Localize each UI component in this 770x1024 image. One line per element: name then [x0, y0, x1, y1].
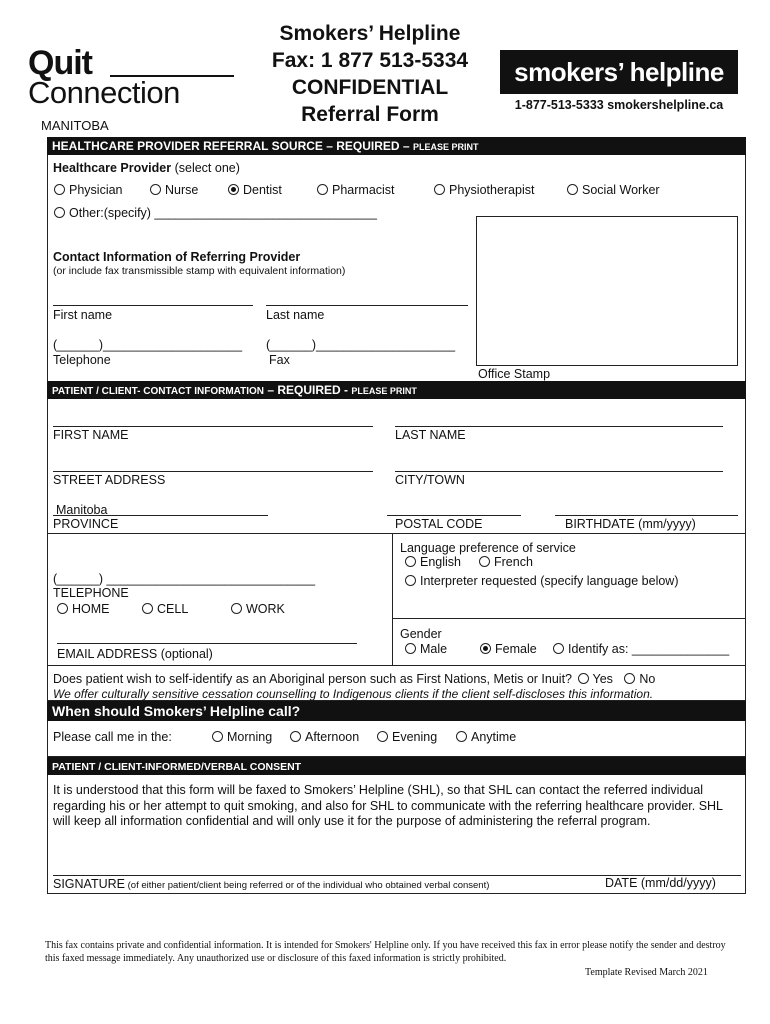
brand-name-box	[500, 50, 738, 94]
provider-option-dentist[interactable]	[228, 183, 282, 197]
patient-section-box	[47, 399, 746, 534]
footer-revised: Template Revised March 2021	[585, 967, 708, 978]
patient-bar-small: PLEASE PRINT	[351, 386, 417, 396]
radio-identify[interactable]	[553, 643, 564, 654]
provider-option-physician[interactable]	[54, 183, 123, 197]
provider-telephone-label: Telephone	[53, 353, 111, 367]
language-heading: Language preference of service	[400, 541, 576, 555]
option-label: Dentist	[243, 183, 282, 197]
footer-disclaimer: This fax contains private and confidential information. It is intended for Smokers' Helpline only. If you have received this fax in error please notify the sender and destroy this faxed message immediately. Any unauthorized use or disclosure of this faxed information is strictly prohibited.	[45, 940, 726, 964]
last-name-label: Last name	[266, 308, 325, 322]
radio-physiotherapist[interactable]	[434, 184, 445, 195]
office-stamp-box[interactable]	[476, 216, 738, 366]
patient-first-name-label: FIRST NAME	[53, 428, 129, 442]
patient-bar-required: – REQUIRED -	[264, 383, 352, 397]
radio-physician[interactable]	[54, 184, 65, 195]
patient-section-header	[47, 381, 746, 399]
option-label: Afternoon	[305, 730, 360, 744]
postal-code-label: POSTAL CODE	[395, 517, 483, 531]
aboriginal-note: We offer culturally sensitive cessation counselling to Indigenous clients if the client self-discloses this information.	[53, 687, 654, 701]
option-label: HOME	[72, 602, 110, 616]
city-label: CITY/TOWN	[395, 473, 465, 487]
provider-option-nurse[interactable]	[150, 183, 198, 197]
option-label: Pharmacist	[332, 183, 395, 197]
consent-section-header	[47, 757, 746, 775]
call-option-evening[interactable]	[377, 730, 437, 744]
radio-nurse[interactable]	[150, 184, 161, 195]
gender-heading: Gender	[400, 627, 442, 641]
provider-option-other[interactable]	[54, 206, 377, 220]
logo-quit-text: Quit	[28, 44, 92, 82]
provider-option-pharmacist[interactable]	[317, 183, 395, 197]
city-field[interactable]	[395, 471, 723, 472]
first-name-field[interactable]	[53, 305, 253, 306]
provider-bar-small: PLEASE PRINT	[412, 142, 479, 152]
birthdate-label: BIRTHDATE (mm/yyyy)	[565, 517, 696, 531]
option-label: Male	[420, 642, 448, 656]
option-label: Identify as: ______________	[568, 642, 730, 656]
province-label: PROVINCE	[53, 517, 119, 531]
radio-social-worker[interactable]	[567, 184, 578, 195]
provider-fax-field[interactable]: (______)____________________	[266, 338, 456, 352]
call-option-afternoon[interactable]	[290, 730, 359, 744]
date-label: DATE (mm/dd/yyyy)	[605, 876, 716, 890]
consent-bar-text: PATIENT / CLIENT-INFORMED/VERBAL CONSENT	[52, 761, 302, 773]
radio-french[interactable]	[479, 556, 490, 567]
street-address-field[interactable]	[53, 471, 373, 472]
gender-option-identify[interactable]	[553, 642, 729, 656]
brand-name: smokers’ helpline	[514, 57, 724, 87]
patient-telephone-field[interactable]: (______) ______________________________	[53, 572, 316, 586]
provider-option-social-worker[interactable]	[567, 183, 660, 197]
gender-option-male[interactable]	[405, 642, 447, 656]
option-label: Interpreter requested (specify language below)	[420, 574, 679, 588]
option-label: WORK	[246, 602, 285, 616]
radio-afternoon[interactable]	[290, 731, 301, 742]
header-title	[240, 20, 500, 128]
phone-type-cell[interactable]	[142, 602, 188, 616]
logo-connection-text: Connection	[28, 75, 180, 110]
language-option-french[interactable]	[479, 555, 533, 569]
patient-bar-text: PATIENT / CLIENT- CONTACT INFORMATION	[52, 386, 265, 397]
title-line-2: Fax: 1 877 513-5334	[271, 49, 469, 72]
quit-connection-logo	[28, 46, 238, 116]
birthdate-field[interactable]	[555, 515, 738, 516]
radio-anytime[interactable]	[456, 731, 467, 742]
option-label: French	[494, 555, 533, 569]
radio-interpreter[interactable]	[405, 575, 416, 586]
province-value[interactable]: Manitoba	[56, 503, 108, 517]
office-stamp-label: Office Stamp	[478, 367, 551, 381]
radio-english[interactable]	[405, 556, 416, 567]
patient-first-name-field[interactable]	[53, 426, 373, 427]
phone-type-work[interactable]	[231, 602, 285, 616]
patient-last-name-field[interactable]	[395, 426, 723, 427]
contact-note: (or include fax transmissible stamp with equivalent information)	[53, 265, 346, 277]
yes-label: Yes	[592, 672, 613, 686]
last-name-field[interactable]	[266, 305, 468, 306]
signature-note: (of either patient/client being referred or of the individual who obtained verbal consent)	[125, 880, 490, 891]
call-option-anytime[interactable]	[456, 730, 516, 744]
call-section-header: When should Smokers’ Helpline call?	[47, 701, 746, 721]
no-label: No	[639, 672, 656, 686]
provider-type-label-bold: Healthcare Provider	[53, 161, 172, 175]
provider-type-label-rest: (select one)	[171, 161, 240, 175]
header-province: MANITOBA	[41, 118, 109, 133]
call-prompt: Please call me in the:	[53, 730, 172, 744]
radio-female[interactable]	[480, 643, 491, 654]
radio-dentist[interactable]	[228, 184, 239, 195]
option-label: Physiotherapist	[449, 183, 535, 197]
radio-morning[interactable]	[212, 731, 223, 742]
option-label: English	[420, 555, 461, 569]
title-line-1: Smokers’ Helpline	[279, 22, 461, 45]
option-label: Evening	[392, 730, 438, 744]
postal-code-field[interactable]	[387, 515, 521, 516]
radio-home[interactable]	[57, 603, 68, 614]
title-line-3: CONFIDENTIAL	[291, 76, 449, 99]
provider-telephone-field[interactable]: (______)____________________	[53, 338, 243, 352]
street-address-label: STREET ADDRESS	[53, 473, 166, 487]
consent-text: It is understood that this form will be faxed to Smokers’ Helpline (SHL), so that SHL can contact the referred individual regarding his or her attempt to quit smoking, and also for SHL to communicate with the referring healthcare provider. SHL will keep all information confidential and will only use it for the purpose of administering the referral program.	[53, 783, 723, 828]
radio-cell[interactable]	[142, 603, 153, 614]
patient-last-name-label: LAST NAME	[395, 428, 466, 442]
smokers-helpline-logo	[500, 50, 738, 122]
title-line-4: Referral Form	[301, 103, 439, 126]
interpreter-option[interactable]	[405, 574, 678, 588]
radio-pharmacist[interactable]	[317, 184, 328, 195]
other-specify-field[interactable]: Other:(specify) ________________________________	[69, 206, 377, 220]
patient-telephone-label: TELEPHONE	[53, 586, 129, 600]
provider-section-header	[47, 137, 746, 155]
option-label: Anytime	[471, 730, 517, 744]
radio-aboriginal-yes[interactable]	[578, 673, 589, 684]
radio-work[interactable]	[231, 603, 242, 614]
option-label: Nurse	[165, 183, 199, 197]
first-name-label: First name	[53, 308, 113, 322]
provider-bar-text: HEALTHCARE PROVIDER REFERRAL SOURCE – REQUIRED –	[52, 139, 410, 153]
radio-male[interactable]	[405, 643, 416, 654]
signature-label	[53, 877, 489, 891]
option-label: Female	[495, 642, 537, 656]
grid-horizontal-divider	[392, 618, 746, 619]
brand-contact: 1-877-513-5333 smokershelpline.ca	[514, 98, 724, 112]
radio-other[interactable]	[54, 207, 65, 218]
radio-evening[interactable]	[377, 731, 388, 742]
option-label: Morning	[227, 730, 273, 744]
call-option-morning[interactable]	[212, 730, 272, 744]
aboriginal-question-text: Does patient wish to self-identify as an Aboriginal person such as First Nations, Metis or Inuit?	[53, 672, 573, 686]
language-option-english[interactable]	[405, 555, 461, 569]
gender-option-female[interactable]	[480, 642, 537, 656]
option-label: Physician	[69, 183, 123, 197]
signature-label-text: SIGNATURE	[53, 877, 125, 891]
aboriginal-question	[53, 672, 655, 686]
provider-option-physiotherapist[interactable]	[434, 183, 534, 197]
grid-vertical-divider	[392, 533, 393, 666]
province-field[interactable]	[53, 515, 268, 516]
email-field[interactable]	[57, 643, 357, 644]
email-label: EMAIL ADDRESS (optional)	[57, 647, 213, 661]
phone-type-home[interactable]	[57, 602, 110, 616]
radio-aboriginal-no[interactable]	[624, 673, 635, 684]
option-label: CELL	[157, 602, 189, 616]
provider-fax-label: Fax	[269, 353, 290, 367]
contact-heading: Contact Information of Referring Provider	[53, 250, 301, 264]
option-label: Social Worker	[582, 183, 660, 197]
provider-type-label	[53, 161, 240, 175]
